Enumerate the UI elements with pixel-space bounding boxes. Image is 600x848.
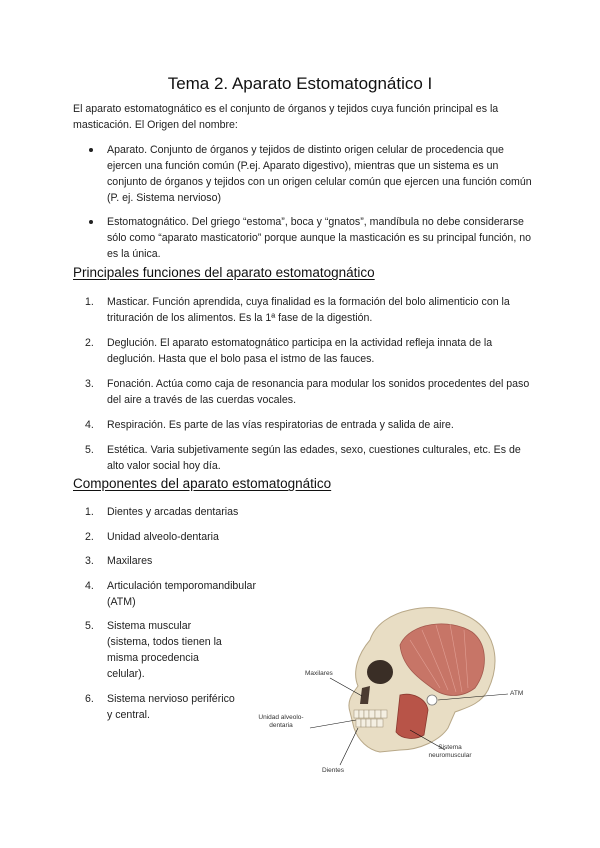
orbit [367,660,393,684]
list-number: 5. [85,620,94,632]
list-item [73,214,533,262]
list-item [73,529,273,545]
section-heading-components: Componentes del aparato estomatognático [73,476,332,491]
label-unidad-alveolo-dentaria: Unidad alveolo-dentaria [258,714,304,729]
components-list [73,504,273,731]
item-text: Fonación. Actúa como caja de resonancia para modular los sonidos procedentes del paso del aire a través de las cuerdas vocales. [107,378,530,406]
page-title: Tema 2. Aparato Estomatognático I [167,74,433,93]
list-item [73,376,533,408]
label-maxilares: Maxilares [305,670,333,677]
bullet-dot [89,220,93,224]
bullet-text: Estomatognático. Del griego “estoma”, boca y “gnatos”, mandíbula no debe considerarse sólo como “aparato masticatorio” porque aunque la masticación es su principal función, no es la única. [107,216,531,260]
item-text: Sistema nervioso periférico y central. [107,692,235,721]
list-item [73,142,533,206]
list-number: 5. [85,444,94,456]
item-text: Maxilares [107,555,153,567]
list-number: 4. [85,579,94,592]
masseter-muscle [396,694,428,738]
label-dientes: Dientes [322,767,345,774]
list-number: 1. [85,296,94,308]
item-text: Sistema muscular (sistema, todos tienen la misma procedencia celular). [107,620,222,680]
list-item [73,504,273,520]
list-number: 3. [85,555,94,567]
list-item [73,294,533,326]
name-origin-list [73,142,533,270]
list-item [73,691,237,723]
item-text: Respiración. Es parte de las vías respiratorias de entrada y salida de aire. [107,419,454,431]
list-number: 2. [85,530,94,543]
bullet-dot [89,148,93,152]
lower-teeth [356,719,383,727]
list-item [73,618,237,682]
section-heading-functions: Principales funciones del aparato estomatognático [73,265,375,280]
list-number: 4. [85,419,94,431]
intro-paragraph: El aparato estomatognático es el conjunto de órganos y tejidos cuya función principal es la masticación. El Origen del nombre: [73,103,499,131]
bullet-text: Aparato. Conjunto de órganos y tejidos de distinto origen celular de procedencia que ejercen una función común (P.ej. Aparato digestivo), mientras que un sistema es un conjunto de órganos y tejidos con un origen celular común que ejercen una función común (P. ej. Sistema nervioso) [107,144,532,204]
label-atm: ATM [510,690,524,697]
item-text: Masticar. Función aprendida, cuya finalidad es la formación del bolo alimenticio con la trituración de los alimentos. Es la 1ª fase de la digestión. [107,296,510,324]
list-item [73,442,533,474]
item-text: Unidad alveolo-dentaria [107,530,219,543]
skull-illustration [250,600,540,780]
list-number: 6. [85,692,94,705]
functions-list [73,294,533,483]
list-item [73,335,533,367]
item-text: Dientes y arcadas dentarias [107,506,239,518]
skull-drawing [250,600,540,780]
item-text: Articulación temporomandibular (ATM) [107,579,256,608]
upper-teeth [354,710,387,718]
item-text: Estética. Varia subjetivamente según las edades, sexo, cuestiones culturales, etc. Es de alto valor social hoy día. [107,444,521,472]
atm-joint [427,695,437,705]
item-text: Deglución. El aparato estomatognático participa en la actividad refleja innata de la deglución. Hasta que el bolo pasa el istmo de las fauces. [107,337,493,365]
list-number: 2. [85,337,94,349]
list-item [73,553,273,569]
list-item [73,417,533,433]
list-item [73,578,273,610]
list-number: 1. [85,506,94,518]
list-number: 3. [85,378,94,390]
label-sistema-neuromuscular: Sistema neuromuscular [428,744,472,759]
